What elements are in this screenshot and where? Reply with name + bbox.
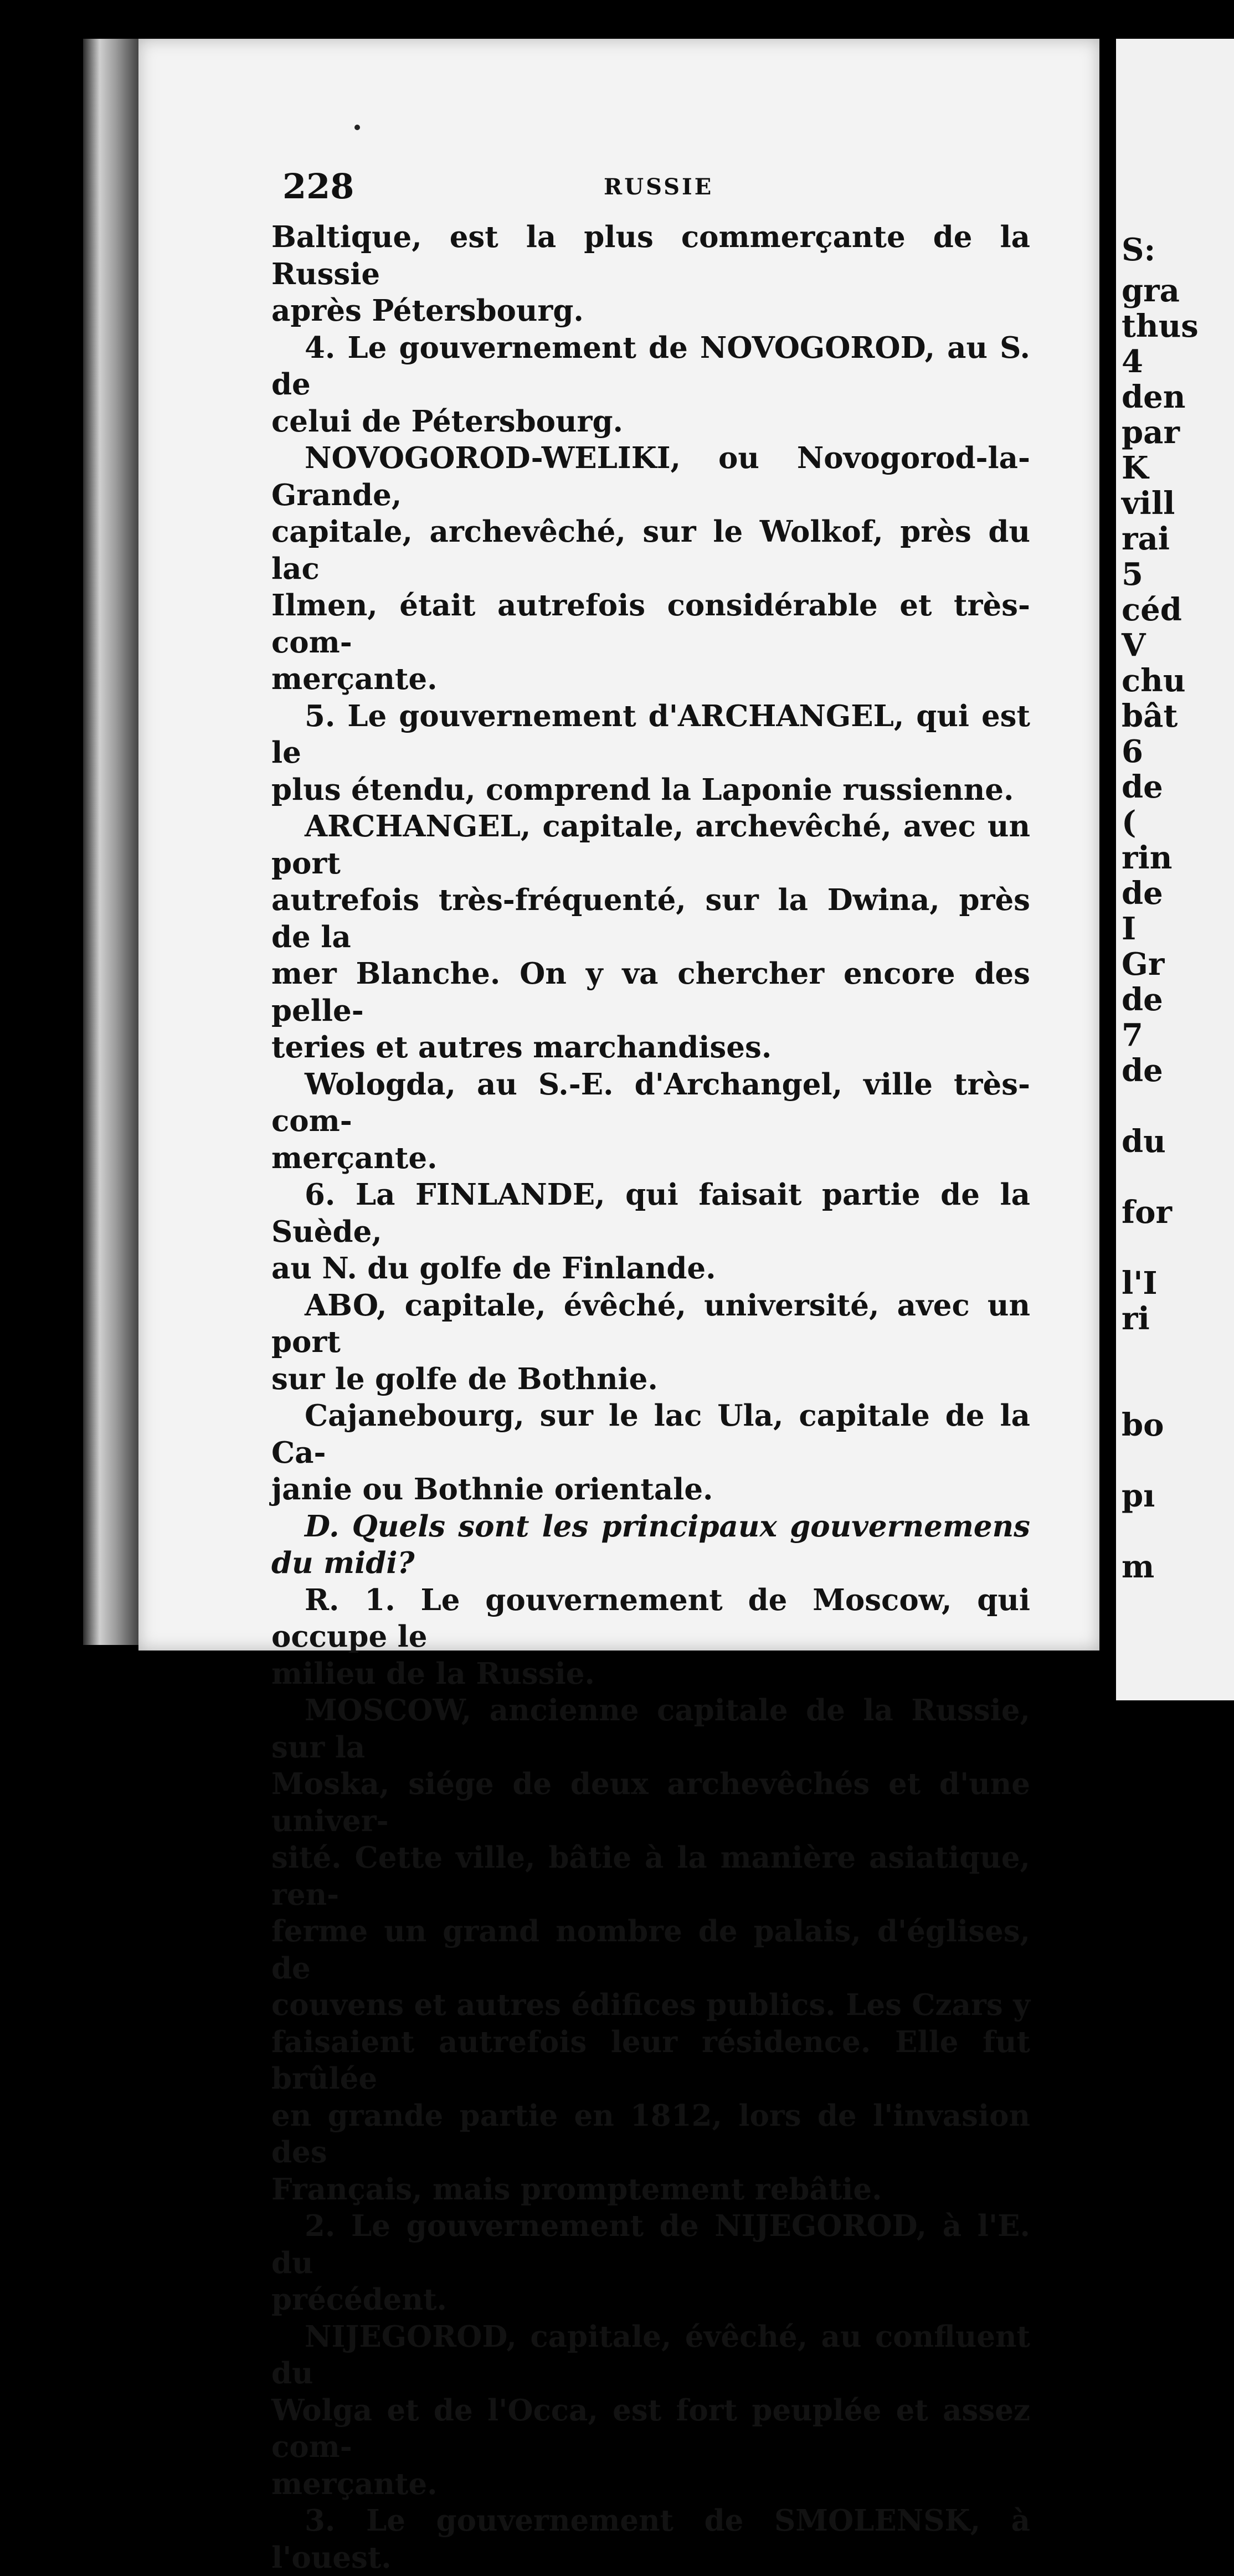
- text-line: sur le golfe de Bothnie.: [271, 1361, 658, 1396]
- text-line: mer Blanche. On y va chercher encore des pelle-: [271, 957, 1030, 1028]
- next-page-fragment: ri: [1122, 1300, 1150, 1337]
- text-line: Baltique, est la plus commerçante de la Russie: [271, 220, 1030, 291]
- next-page-fragment: de: [1122, 875, 1163, 912]
- text-line: couvens et autres édifices publics. Les Czars y: [271, 1988, 1031, 2022]
- next-page-fragment: K: [1122, 450, 1149, 486]
- text-line: milieu de la Russie.: [271, 1656, 595, 1691]
- text-line: R. 1. Le gouvernement de Moscow, qui occupe le: [271, 1582, 1030, 1654]
- text-line: Français, mais promptement rebâtie.: [271, 2172, 882, 2207]
- text-line: au N. du golfe de Finlande.: [271, 1251, 716, 1286]
- text-line: plus étendu, comprend la Laponie russienne.: [271, 772, 1014, 807]
- next-page-fragment: 4: [1122, 343, 1143, 380]
- text-line: faisaient autrefois leur résidence. Elle fut brûlée: [271, 2024, 1030, 2096]
- text-line: ABO, capitale, évêché, université, avec un port: [271, 1288, 1030, 1359]
- text-line: NIJEGOROD, capitale, évêché, au confluent du: [271, 2319, 1030, 2390]
- text-line: 4. Le gouvernement de NOVOGOROD, au S. de: [271, 330, 1030, 402]
- ink-speck: [354, 125, 360, 130]
- next-page-fragment: I: [1122, 911, 1137, 947]
- text-line: merçante.: [271, 1140, 438, 1175]
- next-page-fragment: chu: [1122, 662, 1186, 699]
- next-page-fragment: bât: [1122, 698, 1178, 734]
- question-line: D. Quels sont les principaux gouvernemens du midi?: [271, 1509, 1030, 1580]
- next-page-fragment: vill: [1122, 485, 1175, 522]
- text-line: MOSCOW, ancienne capitale de la Russie, sur la: [271, 1693, 1030, 1765]
- text-line: 6. La FINLANDE, qui faisait partie de la Suède,: [271, 1178, 1030, 1249]
- next-page-fragment: de: [1122, 1052, 1163, 1089]
- text-line: Cajanebourg, sur le lac Ula, capitale de la Ca-: [271, 1398, 1030, 1470]
- next-page-fragment: S:: [1122, 232, 1156, 268]
- text-line: sité. Cette ville, bâtie à la manière asiatique, ren-: [271, 1840, 1030, 1912]
- text-line: après Pétersbourg.: [271, 294, 584, 328]
- text-line: 5. Le gouvernement d'ARCHANGEL, qui est le: [271, 698, 1030, 770]
- next-page-fragment: 6: [1122, 733, 1143, 770]
- text-line: Wologda, au S.-E. d'Archangel, ville très-com-: [271, 1067, 1030, 1138]
- next-page-fragment: (: [1122, 804, 1137, 841]
- text-line: 2. Le gouvernement de NIJEGOROD, à l'E. du: [271, 2209, 1030, 2280]
- text-line: ferme un grand nombre de palais, d'églises, de: [271, 1914, 1030, 1986]
- text-line: celui de Pétersbourg.: [271, 404, 623, 439]
- page-body-text: [271, 219, 1030, 2576]
- next-page-fragment: par: [1122, 414, 1180, 451]
- next-page-fragment: de: [1122, 981, 1163, 1018]
- text-line: Ilmen, était autrefois considérable et très-com-: [271, 588, 1030, 660]
- next-page-fragment: for: [1122, 1194, 1172, 1231]
- page-gutter: [1099, 39, 1116, 1700]
- next-page-fragment: bo: [1122, 1407, 1164, 1443]
- text-line: janie ou Bothnie orientale.: [271, 1472, 713, 1506]
- text-line: ARCHANGEL, capitale, archevêché, avec un port: [271, 809, 1030, 881]
- next-page-fragment: thus: [1122, 308, 1199, 345]
- next-page-fragment: du: [1122, 1123, 1166, 1160]
- next-page-fragment: rin: [1122, 840, 1173, 876]
- next-page-fragment: gra: [1122, 272, 1180, 309]
- text-line: autrefois très-fréquenté, sur la Dwina, près de la: [271, 883, 1030, 954]
- next-page-fragment: den: [1122, 379, 1186, 415]
- text-line: Wolga et de l'Occa, est fort peuplée et assez com-: [271, 2393, 1030, 2464]
- text-line: teries et autres marchandises.: [271, 1030, 772, 1065]
- text-line: en grande partie en 1812, lors de l'invasion des: [271, 2098, 1030, 2169]
- next-page-fragment: 7: [1122, 1017, 1143, 1053]
- next-page-fragment: 5: [1122, 556, 1143, 593]
- next-page-fragment: de: [1122, 769, 1163, 805]
- text-line: Moska, siége de deux archevêchés et d'une univer-: [271, 1767, 1030, 1838]
- book-spine-edge: [83, 39, 138, 1645]
- adjacent-page-fragment: [1116, 39, 1234, 1700]
- page-number: 228: [282, 166, 354, 207]
- next-page-fragment: l'I: [1122, 1265, 1158, 1302]
- next-page-fragment: rai: [1122, 521, 1170, 557]
- next-page-fragment: V: [1122, 627, 1146, 664]
- page-header: [282, 166, 1030, 216]
- next-page-fragment: pı: [1122, 1478, 1155, 1514]
- text-line: merçante.: [271, 2466, 438, 2501]
- text-line: capitale, archevêché, sur le Wolkof, près du lac: [271, 515, 1030, 586]
- running-head: RUSSIE: [604, 174, 714, 200]
- text-line: 3. Le gouvernement de SMOLENSK, à l'ouest.: [271, 2503, 1030, 2575]
- text-line: merçante.: [271, 662, 438, 696]
- next-page-fragment: céd: [1122, 592, 1182, 628]
- next-page-fragment: Gr: [1122, 946, 1165, 983]
- text-line: précédent.: [271, 2282, 447, 2317]
- next-page-fragment: m: [1122, 1549, 1155, 1585]
- text-line: NOVOGOROD-WELIKI, ou Novogorod-la-Grande,: [271, 441, 1030, 512]
